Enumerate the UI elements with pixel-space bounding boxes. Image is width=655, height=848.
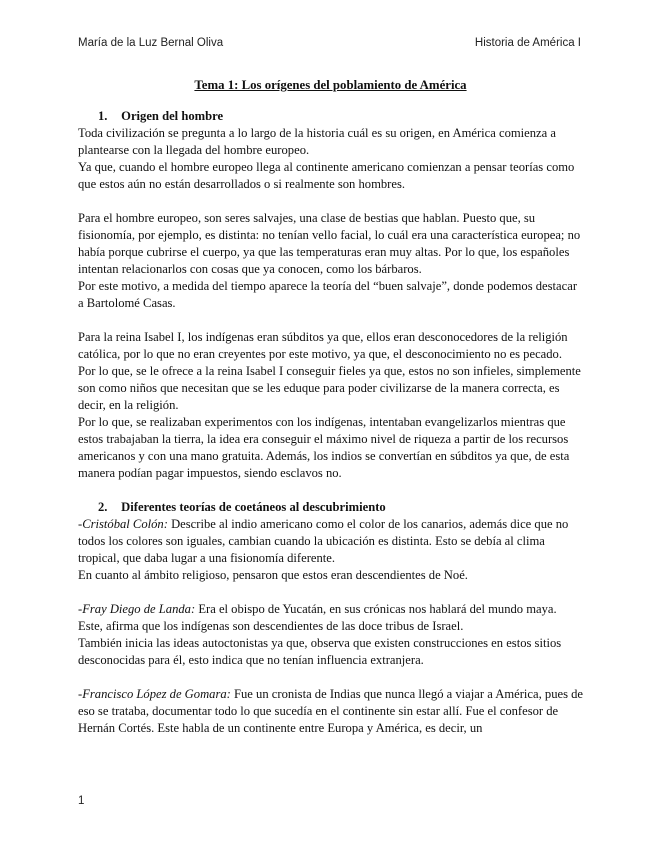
section-1-title: Origen del hombre	[121, 109, 224, 123]
paragraph: Por este motivo, a medida del tiempo aparece la teoría del “buen salvaje”, donde podemos destacar a Bartolomé Casas.	[78, 279, 578, 310]
section-2-heading	[78, 499, 583, 516]
header-author: María de la Luz Bernal Oliva	[78, 37, 224, 49]
paragraph: Por lo que, se le ofrece a la reina Isabel I conseguir fieles ya que, estos no son infieles, simplemente son como niños que necesitan que se les eduque para poder civilizarse de la manera correcta, es decir, en la religión.	[78, 364, 581, 412]
paragraph: Toda civilización se pregunta a lo largo de la historia cuál es su origen, en América comienza a plantearse con la llegada del hombre europeo.	[78, 126, 556, 157]
section-1-heading	[78, 108, 583, 125]
paragraph-text: Fue un cronista de Indias que nunca llegó a viajar a América, pues de eso se trataba, documentar todo lo que sucedía en el continente sin estar allí. Fue el confesor de Hernán Cortés. Este habla de un continente entre Europa y América, es decir, un	[78, 687, 584, 735]
paragraph-text: Describe al indio americano como el color de los canarios, además dice que no todos los colores son iguales, cambian cuando la ubicación es distinta. Esto se debía al clima tropical, que daba lugar a una fisionomía diferente.	[78, 517, 569, 565]
paragraph-landa	[78, 601, 583, 635]
paragraph: También inicia las ideas autoctonistas ya que, observa que existen construcciones en estos sitios desconocidas para él, esto indica que no tenían influencia extranjera.	[78, 636, 562, 667]
section-1-number: 1.	[98, 109, 108, 123]
header-course: Historia de América I	[474, 37, 581, 49]
author-name: -Fray Diego de Landa:	[78, 602, 196, 616]
paragraph: Para el hombre europeo, son seres salvajes, una clase de bestias que hablan. Puesto que, su fisionomía, por ejemplo, es distinta: no tenían vello facial, lo cuál era una característica europea; no había porque cubrirse el cuerpo, ya que las temperaturas eran muy altas. Por lo que, los españoles intentan relacionarlos con cosas que ya conocen, como los bárbaros.	[78, 211, 581, 276]
section-2-number: 2.	[98, 500, 108, 514]
paragraph: Para la reina Isabel I, los indígenas eran súbditos ya que, ellos eran desconocedores de la religión católica, por lo que no eran creyentes por este motivo, ya que, el desconocimiento no es pecado.	[78, 330, 568, 361]
author-name: -Cristóbal Colón:	[78, 517, 168, 531]
document-title: Tema 1: Los orígenes del poblamiento de América	[194, 78, 467, 92]
page-number: 1	[78, 795, 85, 807]
paragraph: En cuanto al ámbito religioso, pensaron que estos eran descendientes de Noé.	[78, 568, 468, 582]
author-name: -Francisco López de Gomara:	[78, 687, 231, 701]
paragraph: Ya que, cuando el hombre europeo llega al continente americano comienzan a pensar teorías como que estos aún no están desarrollados o si realmente son hombres.	[78, 160, 575, 191]
section-2-title: Diferentes teorías de coetáneos al descubrimiento	[121, 500, 386, 514]
paragraph-colon	[78, 516, 583, 567]
document-body	[78, 77, 583, 737]
paragraph-text: Era el obispo de Yucatán, en sus crónicas nos hablará del mundo maya. Este, afirma que los indígenas son descendientes de las doce tribus de Israel.	[78, 602, 557, 633]
paragraph: Por lo que, se realizaban experimentos con los indígenas, intentaban evangelizarlos mientras que estos trabajaban la tierra, la idea era conseguir el máximo nivel de riqueza a partir de los recursos americanos y con una mano gratuita. Además, los indios se convertían en súbditos ya que, de esta manera podían pagar impuestos, siendo esclavos no.	[78, 415, 570, 480]
paragraph-gomara	[78, 686, 583, 737]
